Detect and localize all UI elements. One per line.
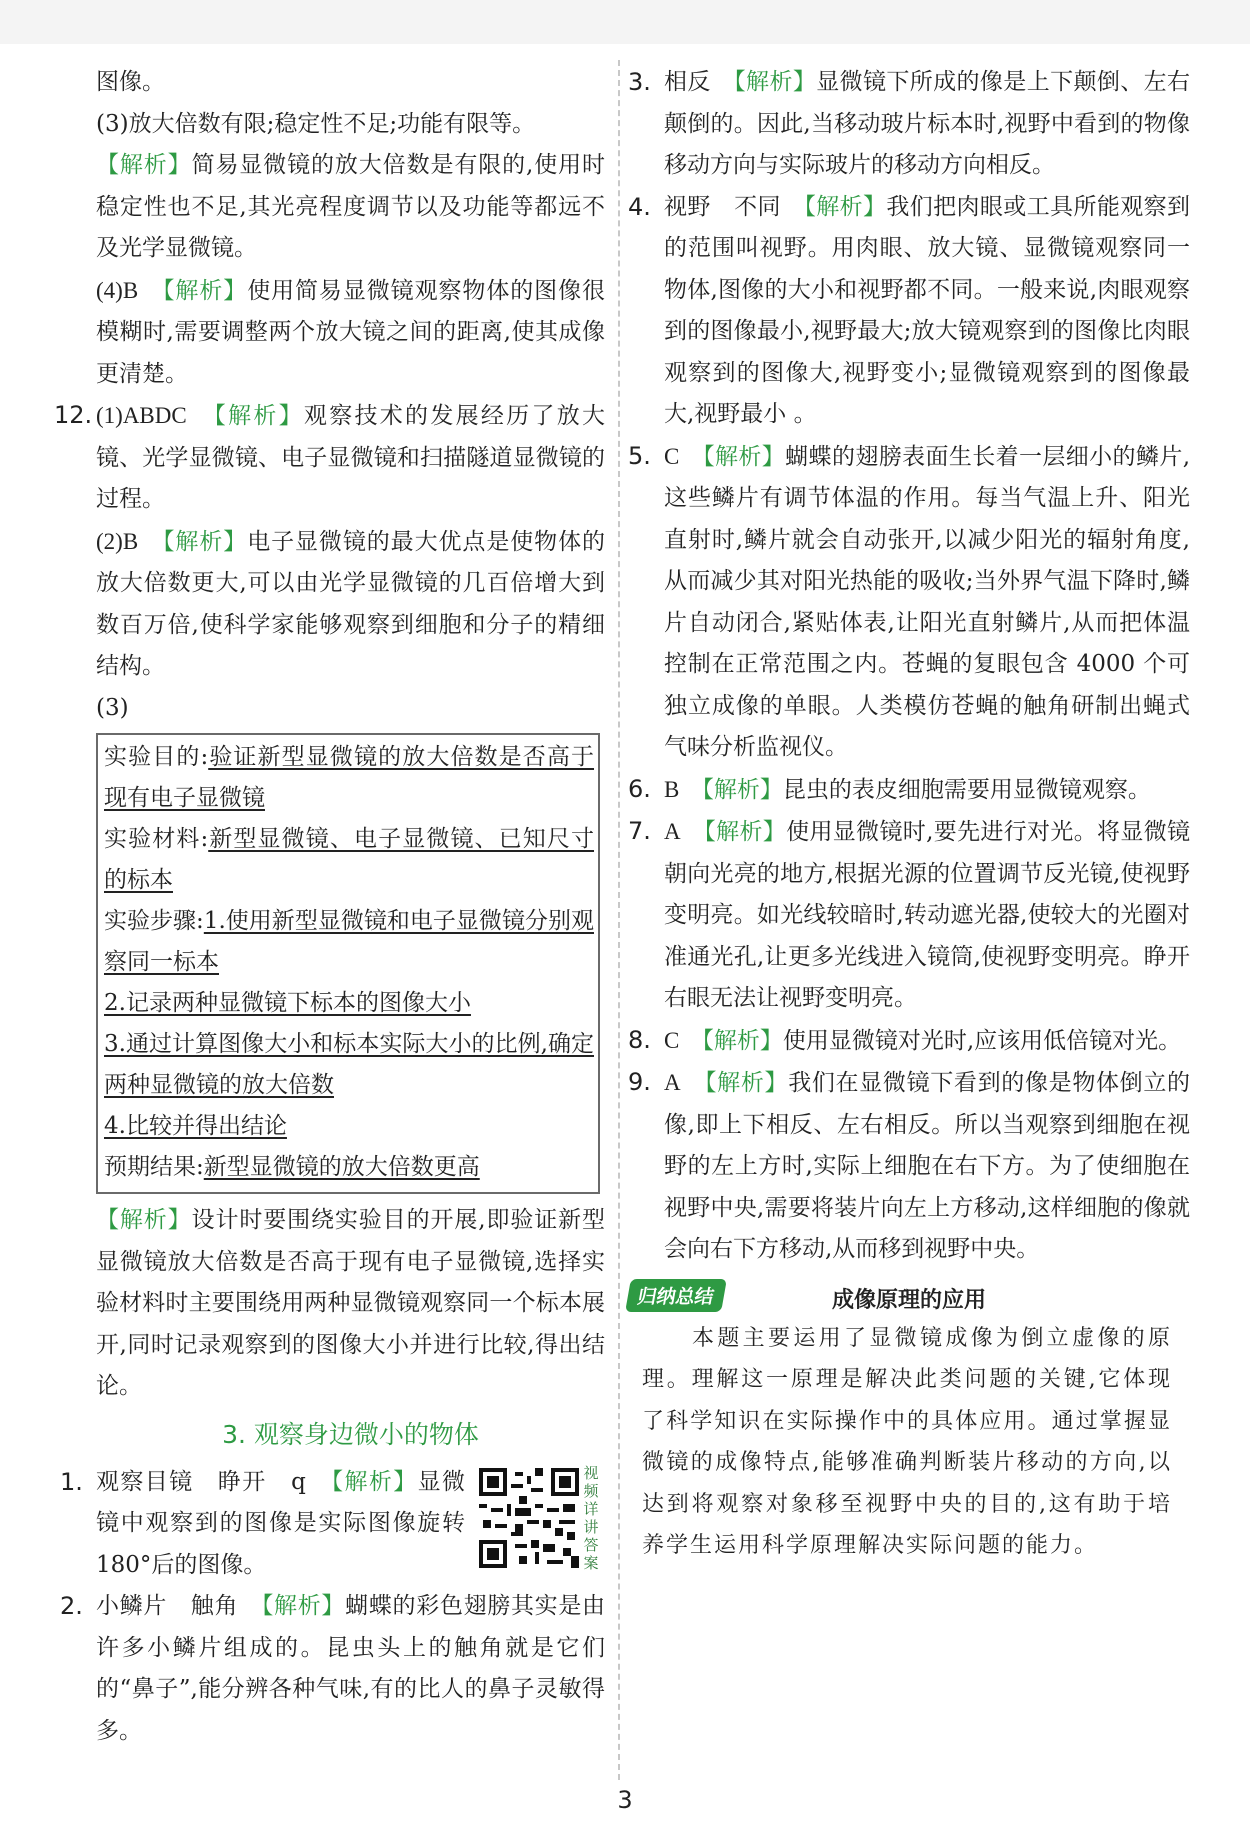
question-9 <box>628 1062 1190 1271</box>
summary-badge: 归纳总结 <box>625 1279 727 1312</box>
analysis-text: 设计时要围绕实验目的开展,即验证新型显微镜放大倍数是否高于现有电子显微镜,选择实验材料时主要围绕用两种显微镜观察同一个标本展开,同时记录观察到的图像大小并进行比较,得出结论。 <box>96 1207 606 1399</box>
q9-body <box>664 1062 1190 1271</box>
q8-body <box>664 1020 1190 1063</box>
top-scan-band <box>0 0 1250 44</box>
step-1: 1.使用新型显微镜和电子显微镜分别观察同一标本 <box>104 908 594 975</box>
analysis-tag: 【解析】 <box>261 1593 346 1619</box>
continued-text: 图像。 <box>96 69 165 95</box>
q1-body <box>96 1462 465 1587</box>
result-text: 新型显微镜的放大倍数更高 <box>203 1154 480 1180</box>
q6-body <box>664 769 1190 812</box>
question-number: 1. <box>60 1467 83 1496</box>
analysis-text: 我们把肉眼或工具所能观察到的范围叫视野。用肉眼、放大镜、显微镜观察同一物体,图像的大小和视野都不同。一般来说,肉眼观察到的图像最小,视野最大;放大镜观察到的图像比肉眼观察到的图像大,视野变小;显微镜观察到的图像最大,视野最小 。 <box>664 193 1191 427</box>
analysis-tag: 【解析】 <box>331 1468 418 1495</box>
answer-value: A <box>664 819 681 844</box>
answer-value: C <box>664 443 680 469</box>
experiment-result <box>104 1147 594 1188</box>
analysis-tag: 【解析】 <box>702 776 783 803</box>
experiment-step-2 <box>104 983 594 1024</box>
analysis-tag: 【解析】 <box>704 819 787 845</box>
q12-part-3-label: (3) <box>96 694 129 721</box>
analysis-text: 显微镜中观察到的图像是实际图像旋转 180°后的图像。 <box>96 1468 466 1578</box>
analysis-tag: 【解析】 <box>804 193 887 220</box>
question-6 <box>628 769 1190 812</box>
answer-value: (2)B <box>96 528 139 554</box>
analysis-tag: 【解析】 <box>704 1070 789 1096</box>
materials-label: 实验材料: <box>104 826 209 852</box>
question-5 <box>628 436 1190 769</box>
right-column <box>628 62 1190 1567</box>
step-4: 4.比较并得出结论 <box>104 1113 287 1139</box>
summary-title: 成像原理的应用 <box>831 1287 986 1313</box>
question-12 <box>54 395 606 729</box>
analysis-tag: 【解析】 <box>214 403 304 429</box>
analysis-part-3 <box>60 145 605 270</box>
question-number: 8. <box>628 1025 651 1054</box>
answer-value: C <box>664 1027 680 1053</box>
analysis-tag: 【解析】 <box>96 1207 192 1233</box>
section-title: 3. 观察身边微小的物体 <box>222 1419 479 1449</box>
question-number: 5. <box>628 441 651 470</box>
analysis-tag: 【解析】 <box>703 443 786 470</box>
experiment-purpose <box>104 737 594 819</box>
materials-text: 新型显微镜、电子显微镜、已知尺寸的标本 <box>104 826 595 893</box>
qr-caption: 视频详讲答案 <box>583 1463 599 1572</box>
analysis-tag: 【解析】 <box>734 69 817 95</box>
q12-part-1 <box>96 395 605 521</box>
question-number: 12. <box>54 401 93 429</box>
analysis-text: 使用简易显微镜观察物体的图像很模糊时,需要调整两个放大镜之间的距离,使其成像更清楚。 <box>96 277 606 387</box>
purpose-text: 验证新型显微镜的放大倍数是否高于现有电子显微镜 <box>104 744 595 811</box>
q12-part-2 <box>96 521 605 688</box>
answer-value: (4)B <box>96 277 139 303</box>
step-3: 3.通过计算图像大小和标本实际大小的比例,确定两种显微镜的放大倍数 <box>104 1031 594 1098</box>
experiment-step-3 <box>104 1024 594 1106</box>
video-qr-code[interactable] <box>479 1464 599 1572</box>
question-number: 6. <box>628 774 651 803</box>
analysis-text: 蝴蝶的翅膀表面生长着一层细小的鳞片,这些鳞片有调节体温的作用。每当气温上升、阳光直射时,鳞片就会自动张开,以减少阳光的辐射角度,从而减少其对阳光热能的吸收;当外界气温下降时,鳞片自动闭合,紧贴体表,让阳光直射鳞片,从而把体温控制在正常范围之内。苍蝇的复眼包含 4000 个可独立成像的单眼。人类模仿苍蝇的触角研制出蝇式气味分析监视仪。 <box>664 443 1191 760</box>
answer-value: 观察目镜 睁开 q <box>96 1468 306 1495</box>
experiment-steps <box>104 901 594 983</box>
analysis-text: 昆虫的表皮细胞需要用显微镜观察。 <box>782 776 1151 803</box>
page-number: 3 <box>617 1786 633 1814</box>
q12-part-3-analysis <box>60 1200 605 1408</box>
q4-body <box>664 187 1190 436</box>
experiment-materials <box>104 819 594 901</box>
question-number: 7. <box>628 817 651 845</box>
qr-code-icon <box>479 1468 579 1568</box>
question-7 <box>628 811 1190 1020</box>
result-label: 预期结果: <box>104 1154 204 1180</box>
experiment-box-wrapper <box>60 733 605 1194</box>
analysis-text: 蝴蝶的彩色翅膀其实是由许多小鳞片组成的。昆虫头上的触角就是它们的“鼻子”,能分辨各种气味,有的比人的鼻子灵敏得多。 <box>96 1593 606 1744</box>
question-8 <box>628 1020 1190 1063</box>
analysis-text: 简易显微镜的放大倍数是有限的,使用时稳定性也不足,其光亮程度调节以及功能等都远不及光学显微镜。 <box>96 152 606 261</box>
experiment-design-box <box>96 733 600 1194</box>
question-3 <box>628 62 1190 187</box>
analysis-tag: 【解析】 <box>96 152 192 178</box>
answer-part-4 <box>60 270 605 396</box>
question-4 <box>628 187 1190 436</box>
left-column <box>54 62 606 1752</box>
steps-label: 实验步骤: <box>104 908 204 934</box>
analysis-text: 显微镜下所成的像是上下颠倒、左右颠倒的。因此,当移动玻片标本时,视野中看到的物像移动方向与实际玻片的移动方向相反。 <box>664 69 1191 178</box>
experiment-step-4 <box>104 1106 594 1147</box>
question-number: 3. <box>628 68 651 96</box>
analysis-tag: 【解析】 <box>163 528 248 555</box>
question-number: 2. <box>60 1592 83 1620</box>
answer-part-3: (3)放大倍数有限;稳定性不足;功能有限等。 <box>96 110 536 137</box>
answer-value: B <box>664 776 680 802</box>
column-divider <box>618 60 620 1780</box>
summary-section <box>628 1279 1190 1567</box>
analysis-text: 观察技术的发展经历了放大镜、光学显微镜、电子显微镜和扫描隧道显微镜的过程。 <box>96 403 606 512</box>
analysis-tag: 【解析】 <box>702 1027 783 1054</box>
question-number: 4. <box>628 192 651 221</box>
analysis-tag: 【解析】 <box>163 277 248 304</box>
analysis-text: 电子显微镜的最大优点是使物体的放大倍数更大,可以由光学显微镜的几百倍增大到数百万倍,使科学家能够观察到细胞和分子的精细结构。 <box>96 528 606 679</box>
answer-value: A <box>664 1070 681 1095</box>
answer-value: 小鳞片 触角 <box>96 1593 239 1619</box>
question-1 <box>60 1462 605 1587</box>
step-2: 2.记录两种显微镜下标本的图像大小 <box>104 990 471 1016</box>
question-2 <box>60 1586 605 1752</box>
q5-body <box>664 436 1190 769</box>
purpose-label: 实验目的: <box>104 744 209 770</box>
answer-value: (1)ABDC <box>96 403 187 428</box>
summary-text: 本题主要运用了显微镜成像为倒立虚像的原理。理解这一原理是解决此类问题的关键,它体现了科学知识在实际操作中的具体应用。通过掌握显微镜的成像特点,能够准确判断装片移动的方向,以达到将观察对象移至视野中央的目的,这有助于培养学生运用科学原理解决实际问题的能力。 <box>642 1325 1172 1558</box>
answer-value: 视野 不同 <box>664 193 781 220</box>
question-number: 9. <box>628 1068 651 1096</box>
q7-body <box>664 811 1190 1020</box>
answer-value: 相反 <box>664 69 711 95</box>
analysis-text: 使用显微镜对光时,应该用低倍镜对光。 <box>782 1027 1182 1054</box>
analysis-text: 使用显微镜时,要先进行对光。将显微镜朝向光亮的地方,根据光源的位置调节反光镜,使视野变明亮。如光线较暗时,转动遮光器,使较大的光圈对准通光孔,让更多光线进入镜筒,使视野变明亮。睁开右眼无法让视野变明亮。 <box>664 819 1191 1011</box>
q3-body <box>664 62 1190 187</box>
q2-body <box>96 1586 605 1752</box>
analysis-text: 我们在显微镜下看到的像是物体倒立的像,即上下相反、左右相反。所以当观察到细胞在视野的左上方时,实际上细胞在右下方。为了使细胞在视野中央,需要将装片向左上方移动,这样细胞的像就会向右下方移动,从而移到视野中央。 <box>664 1070 1191 1262</box>
